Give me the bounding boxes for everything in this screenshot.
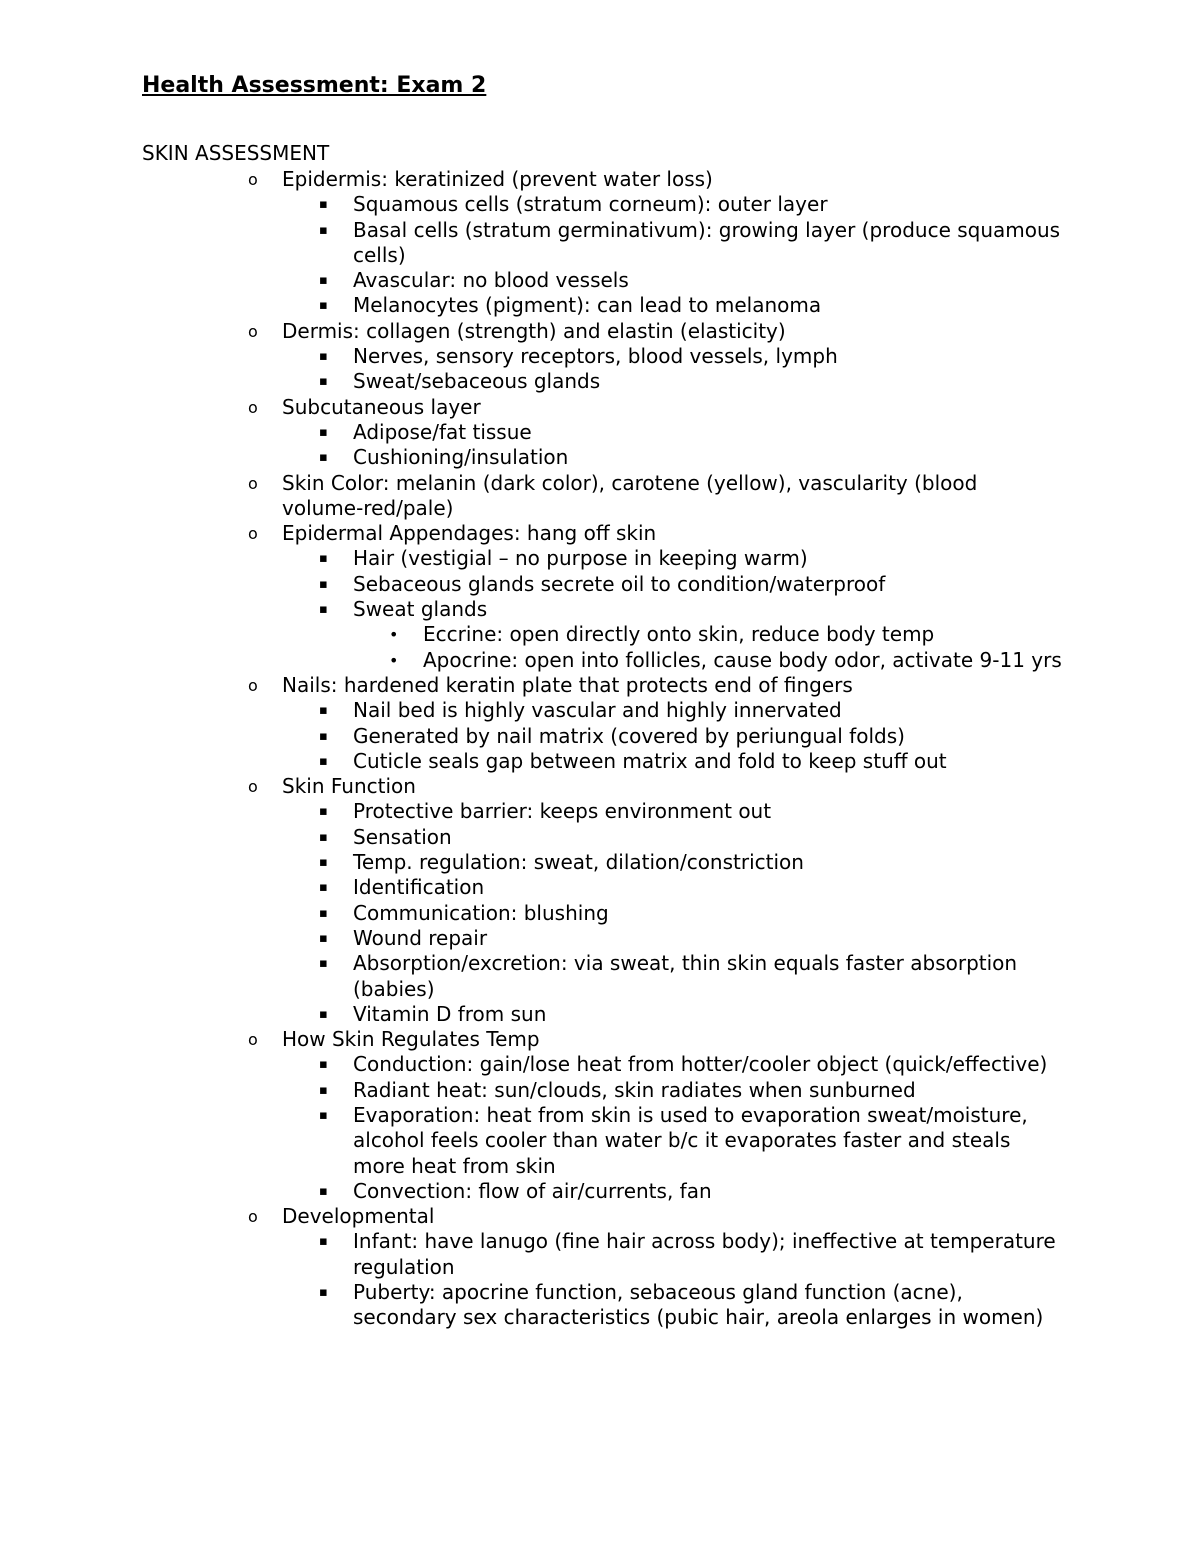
- bullet-marker: ▪: [319, 197, 328, 213]
- bullet-marker: ▪: [319, 602, 328, 618]
- outline-item-level-2: [319, 369, 1063, 394]
- outline-item-text: Puberty: apocrine function, sebaceous gland function (acne), secondary sex characteristics (pubic hair, areola enlarges in women): [353, 1280, 1044, 1330]
- bullet-marker: ▪: [319, 450, 328, 466]
- bullet-marker: ▪: [319, 829, 328, 845]
- bullet-marker: ▪: [319, 349, 328, 365]
- bullet-marker: o: [248, 675, 258, 695]
- bullet-marker: ▪: [319, 1057, 328, 1073]
- bullet-marker: ▪: [319, 551, 328, 567]
- outline-item-text: How Skin Regulates Temp: [282, 1027, 540, 1052]
- bullet-marker: ▪: [319, 273, 328, 289]
- outline-item-level-3: [389, 647, 1063, 673]
- outline-item-level-2: [319, 723, 1063, 749]
- outline-item-text: Sebaceous glands secrete oil to condition/waterproof: [353, 571, 886, 596]
- outline-item-level-2: [319, 1077, 1063, 1103]
- outline-item-text: Adipose/fat tissue: [353, 419, 532, 444]
- bullet-marker: o: [248, 777, 258, 797]
- outline-item-text: Apocrine: open into follicles, cause body odor, activate 9-11 yrs: [423, 647, 1062, 672]
- outline-item-level-1: [248, 167, 1062, 192]
- bullet-marker: ▪: [319, 424, 328, 440]
- outline-item-level-2: [319, 268, 1063, 293]
- bullet-marker: o: [248, 321, 258, 341]
- outline-item-level-1: [248, 318, 1062, 344]
- outline-item-level-1: [248, 672, 1062, 698]
- outline-item-text: Identification: [353, 875, 485, 900]
- outline-item-level-2: [319, 445, 1063, 470]
- outline-item-level-2: [319, 698, 1063, 723]
- outline-item-text: Infant: have lanugo (fine hair across body); ineffective at temperature regulation: [353, 1229, 1056, 1279]
- outline-item-text: Melanocytes (pigment): can lead to melanoma: [353, 293, 822, 318]
- bullet-marker: ▪: [319, 728, 328, 744]
- outline-item-text: Sweat glands: [353, 597, 488, 622]
- outline-item-level-2: [319, 1280, 1063, 1331]
- bullet-marker: o: [248, 524, 258, 544]
- outline-item-level-2: [319, 597, 1063, 622]
- outline-item-level-2: [319, 1102, 1063, 1179]
- outline-item-level-2: [319, 571, 1063, 597]
- outline-item-text: Communication: blushing: [353, 900, 609, 925]
- outline-item-text: Conduction: gain/lose heat from hotter/cooler object (quick/effective): [353, 1052, 1048, 1077]
- outline-item-level-2: [319, 1229, 1063, 1280]
- outline-item-level-3: [389, 622, 1063, 647]
- bullet-marker: ▪: [319, 222, 328, 238]
- bullet-marker: o: [248, 473, 258, 493]
- outline-item-text: Radiant heat: sun/clouds, skin radiates when sunburned: [353, 1077, 916, 1102]
- outline-item-level-2: [319, 192, 1063, 217]
- outline-item-level-2: [319, 1178, 1063, 1204]
- bullet-marker: o: [248, 170, 258, 189]
- outline-item-level-1: [248, 1027, 1062, 1052]
- outline-item-level-2: [319, 344, 1063, 369]
- outline-item-text: Skin Color: melanin (dark color), carotene (yellow), vascularity (blood volume-red/pale): [282, 470, 978, 520]
- bullet-marker: ▪: [319, 804, 328, 820]
- outline-item-level-1: [248, 774, 1062, 799]
- bullet-marker: ▪: [319, 1006, 328, 1022]
- outline-item-text: Convection: flow of air/currents, fan: [353, 1178, 712, 1203]
- outline-item-text: Basal cells (stratum germinativum): growing layer (produce squamous cells): [353, 217, 1061, 267]
- outline-item-text: Vitamin D from sun: [353, 1001, 547, 1026]
- outline-item-text: Cushioning/insulation: [353, 445, 569, 470]
- outline-item-text: Absorption/excretion: via sweat, thin skin equals faster absorption (babies): [353, 951, 1018, 1001]
- outline-item-text: Nails: hardened keratin plate that protects end of fingers: [282, 672, 853, 697]
- bullet-marker: ▪: [319, 703, 328, 719]
- bullet-marker: ▪: [319, 880, 328, 896]
- outline-item-text: Nerves, sensory receptors, blood vessels, lymph: [353, 344, 838, 369]
- outline-item-text: Wound repair: [353, 925, 488, 950]
- outline-item-text: Epidermal Appendages: hang off skin: [282, 521, 657, 546]
- outline-item-text: Sweat/sebaceous glands: [353, 369, 601, 394]
- bullet-marker: o: [248, 397, 258, 417]
- outline-item-text: Nail bed is highly vascular and highly innervated: [353, 698, 842, 723]
- bullet-marker: ▪: [319, 930, 328, 946]
- outline-item-level-2: [319, 217, 1063, 269]
- outline-item-text: Generated by nail matrix (covered by periungual folds): [353, 723, 905, 748]
- outline-item-text: Avascular: no blood vessels: [353, 268, 629, 293]
- outline-item-level-2: [319, 900, 1063, 926]
- outline-item-text: Protective barrier: keeps environment out: [353, 799, 772, 824]
- outline-item-text: Subcutaneous layer: [282, 394, 481, 419]
- outline-item-text: Hair (vestigial – no purpose in keeping warm): [353, 546, 808, 571]
- outline-item-text: Sensation: [353, 824, 452, 849]
- outline-item-text: Eccrine: open directly onto skin, reduce body temp: [423, 622, 935, 647]
- bullet-marker: •: [389, 650, 399, 670]
- bullet-marker: ▪: [319, 855, 328, 871]
- bullet-marker: ▪: [319, 956, 328, 972]
- outline-item-level-2: [319, 546, 1063, 571]
- outline-item-text: Evaporation: heat from skin is used to evaporation sweat/moisture, alcohol feels cooler than water b/c it evaporates faster and steals more heat from skin: [353, 1102, 1028, 1178]
- bullet-marker: •: [389, 625, 399, 645]
- outline-item-level-1: [248, 1204, 1062, 1229]
- bullet-marker: ▪: [319, 1107, 328, 1123]
- outline-item-level-2: [319, 419, 1063, 445]
- outline-item-text: Developmental: [282, 1204, 435, 1229]
- outline-item-level-2: [319, 748, 1063, 774]
- outline-item-level-1: [248, 521, 1062, 546]
- outline-item-level-2: [319, 293, 1063, 318]
- outline-item-text: Temp. regulation: sweat, dilation/constriction: [353, 850, 804, 875]
- outline-item-level-2: [319, 1052, 1063, 1077]
- bullet-marker: ▪: [319, 905, 328, 921]
- bullet-marker: ▪: [319, 1082, 328, 1098]
- outline-item-text: Squamous cells (stratum corneum): outer layer: [353, 192, 828, 217]
- bullet-marker: o: [248, 1030, 258, 1050]
- bullet-marker: ▪: [319, 1285, 328, 1301]
- bullet-marker: ▪: [319, 1234, 328, 1250]
- outline-item-level-2: [319, 824, 1063, 850]
- bullet-marker: o: [248, 1207, 258, 1227]
- bullet-marker: ▪: [319, 298, 328, 314]
- outline-item-text: Cuticle seals gap between matrix and fold to keep stuff out: [353, 748, 947, 773]
- outline-item-level-2: [319, 850, 1063, 875]
- bullet-marker: ▪: [319, 576, 328, 592]
- outline-item-level-1: [248, 394, 1062, 420]
- outline-item-text: Epidermis: keratinized (prevent water loss): [282, 167, 713, 191]
- outline-item-text: Skin Function: [282, 774, 416, 799]
- outline-list: [0, 167, 1200, 1331]
- section-heading: SKIN ASSESSMENT: [142, 141, 330, 165]
- outline-item-level-1: [248, 470, 1062, 522]
- bullet-marker: ▪: [319, 374, 328, 390]
- bullet-marker: ▪: [319, 753, 328, 769]
- outline-item-level-2: [319, 925, 1063, 951]
- bullet-marker: ▪: [319, 1183, 328, 1199]
- outline-item-level-2: [319, 875, 1063, 900]
- outline-item-text: Dermis: collagen (strength) and elastin (elasticity): [282, 318, 786, 343]
- outline-item-level-2: [319, 1001, 1063, 1027]
- outline-item-level-2: [319, 951, 1063, 1002]
- outline-item-level-2: [319, 799, 1063, 824]
- document-title: Health Assessment: Exam 2: [142, 73, 487, 98]
